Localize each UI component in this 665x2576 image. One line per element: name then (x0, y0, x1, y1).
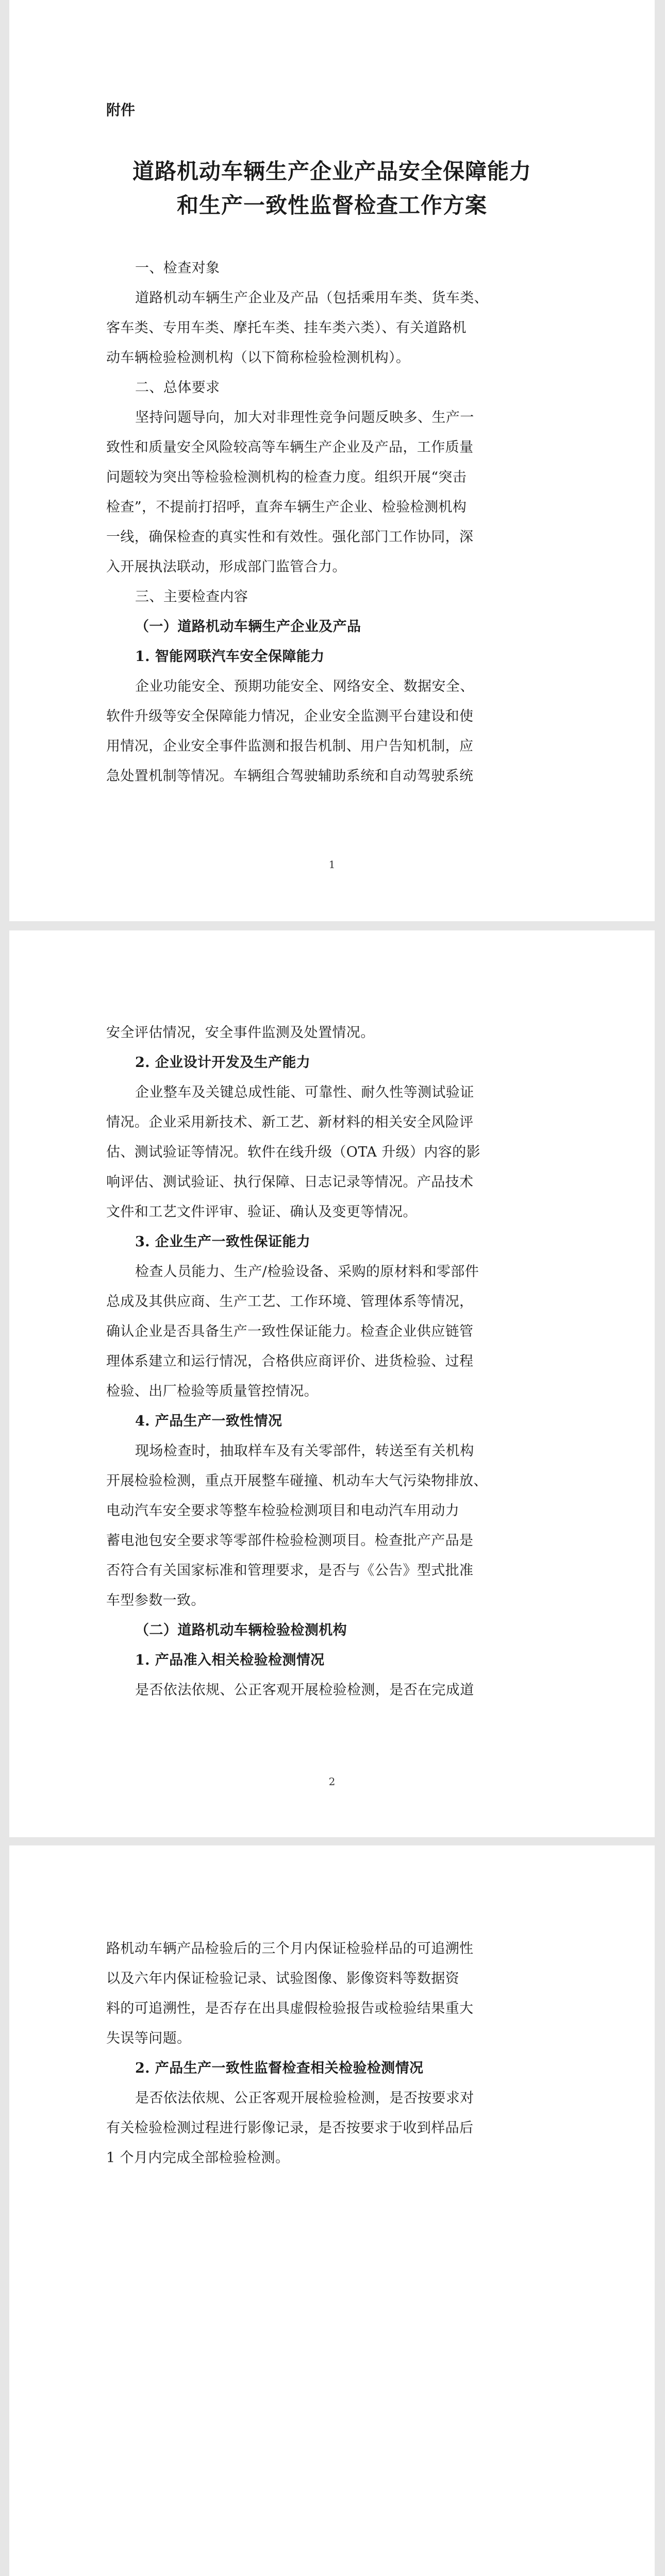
body-line: 响评估、测试验证、执行保障、日志记录等情况。产品技术 (106, 1174, 474, 1190)
section-heading: 一、检查对象 (135, 260, 220, 276)
body-line: 开展检验检测，重点开展整车碰撞、机动车大气污染物排放、 (106, 1473, 488, 1489)
item-heading: 2. 企业设计开发及生产能力 (135, 1055, 311, 1071)
body-line: 是否依法依规、公正客观开展检验检测，是否在完成道 (135, 1682, 474, 1698)
document-title-line-1: 道路机动车辆生产企业产品安全保障能力 (132, 159, 531, 184)
body-line: 现场检查时，抽取样车及有关零部件，转送至有关机构 (135, 1443, 474, 1459)
page-2-body (106, 1018, 558, 1705)
subsection-heading: （二）道路机动车辆检验检测机构 (135, 1622, 347, 1638)
body-line: 急处置机制等情况。车辆组合驾驶辅助系统和自动驾驶系统 (106, 768, 474, 784)
item-heading: 3. 企业生产一致性保证能力 (135, 1234, 311, 1250)
body-line: 用情况，企业安全事件监测和报告机制、用户告知机制，应 (106, 738, 474, 754)
body-line: 是否依法依规、公正客观开展检验检测，是否按要求对 (135, 2090, 474, 2106)
document-page-2 (9, 930, 655, 1837)
body-line: 企业功能安全、预期功能安全、网络安全、数据安全、 (135, 679, 474, 694)
body-line: 文件和工艺文件评审、验证、确认及变更等情况。 (106, 1204, 417, 1220)
body-line: 电动汽车安全要求等整车检验检测项目和电动汽车用动力 (106, 1503, 459, 1519)
body-line: 企业整车及关键总成性能、可靠性、耐久性等测试验证 (135, 1084, 474, 1100)
item-heading: 4. 产品生产一致性情况 (135, 1413, 282, 1429)
item-heading: 1. 智能网联汽车安全保障能力 (135, 649, 325, 665)
item-heading: 2. 产品生产一致性监督检查相关检验检测情况 (135, 2060, 424, 2076)
attachment-label: 附件 (106, 101, 136, 118)
body-line: 路机动车辆产品检验后的三个月内保证检验样品的可追溯性 (106, 1941, 474, 1957)
page-1-body (106, 253, 558, 791)
body-line: 道路机动车辆生产企业及产品（包括乘用车类、货车类、 (135, 290, 488, 306)
body-line: 情况。企业采用新技术、新工艺、新材料的相关安全风险评 (106, 1114, 474, 1130)
document-title-line-2: 和生产一致性监督检查工作方案 (176, 193, 487, 218)
body-line: 动车辆检验检测机构（以下简称检验检测机构）。 (106, 350, 410, 366)
body-line: 以及六年内保证检验记录、试验图像、影像资料等数据资 (106, 1971, 459, 1987)
body-line: 总成及其供应商、生产工艺、工作环境、管理体系等情况， (106, 1294, 474, 1310)
body-line: 有关检验检测过程进行影像记录，是否按要求于收到样品后 (106, 2120, 474, 2136)
body-line: 料的可追溯性，是否存在出具虚假检验报告或检验结果重大 (106, 2001, 474, 2016)
body-line: 估、测试验证等情况。软件在线升级（OTA 升级）内容的影 (106, 1144, 480, 1160)
body-line: 确认企业是否具备生产一致性保证能力。检查企业供应链管 (106, 1324, 474, 1340)
body-line: 理体系建立和运行情况，合格供应商评价、进货检验、过程 (106, 1353, 474, 1369)
body-line: 1 个月内完成全部检验检测。 (106, 2150, 290, 2166)
body-line: 车型参数一致。 (106, 1592, 205, 1608)
body-line: 客车类、专用车类、摩托车类、挂车类六类）、有关道路机 (106, 320, 467, 336)
body-line: 坚持问题导向，加大对非理性竞争问题反映多、生产一 (135, 410, 474, 426)
body-line: 安全评估情况，安全事件监测及处置情况。 (106, 1025, 375, 1041)
document-page-1 (9, 0, 655, 921)
subsection-heading: （一）道路机动车辆生产企业及产品 (135, 619, 361, 635)
body-line: 检查人员能力、生产/检验设备、采购的原材料和零部件 (135, 1264, 479, 1280)
section-heading: 三、主要检查内容 (135, 589, 248, 605)
body-line: 否符合有关国家标准和管理要求，是否与《公告》型式批准 (106, 1563, 474, 1579)
body-line: 一线，确保检查的真实性和有效性。强化部门工作协同，深 (106, 529, 474, 545)
body-line: 失误等问题。 (106, 2030, 191, 2046)
body-line: 蓄电池包安全要求等零部件检验检测项目。检查批产产品是 (106, 1533, 474, 1549)
page-number: 1 (328, 858, 336, 871)
body-line: 检查”，不提前打招呼，直奔车辆生产企业、检验检测机构 (106, 499, 467, 515)
page-3-body (106, 1934, 558, 2173)
body-line: 问题较为突出等检验检测机构的检查力度。组织开展“突击 (106, 469, 467, 485)
body-line: 检验、出厂检验等质量管控情况。 (106, 1383, 318, 1399)
body-line: 入开展执法联动，形成部门监管合力。 (106, 559, 346, 575)
body-line: 致性和质量安全风险较高等车辆生产企业及产品，工作质量 (106, 439, 474, 455)
section-heading: 二、总体要求 (135, 380, 220, 396)
body-line: 软件升级等安全保障能力情况，企业安全监测平台建设和使 (106, 708, 474, 724)
item-heading: 1. 产品准入相关检验检测情况 (135, 1652, 325, 1668)
document-page-3 (9, 1845, 655, 2576)
page-number: 2 (328, 1775, 336, 1788)
